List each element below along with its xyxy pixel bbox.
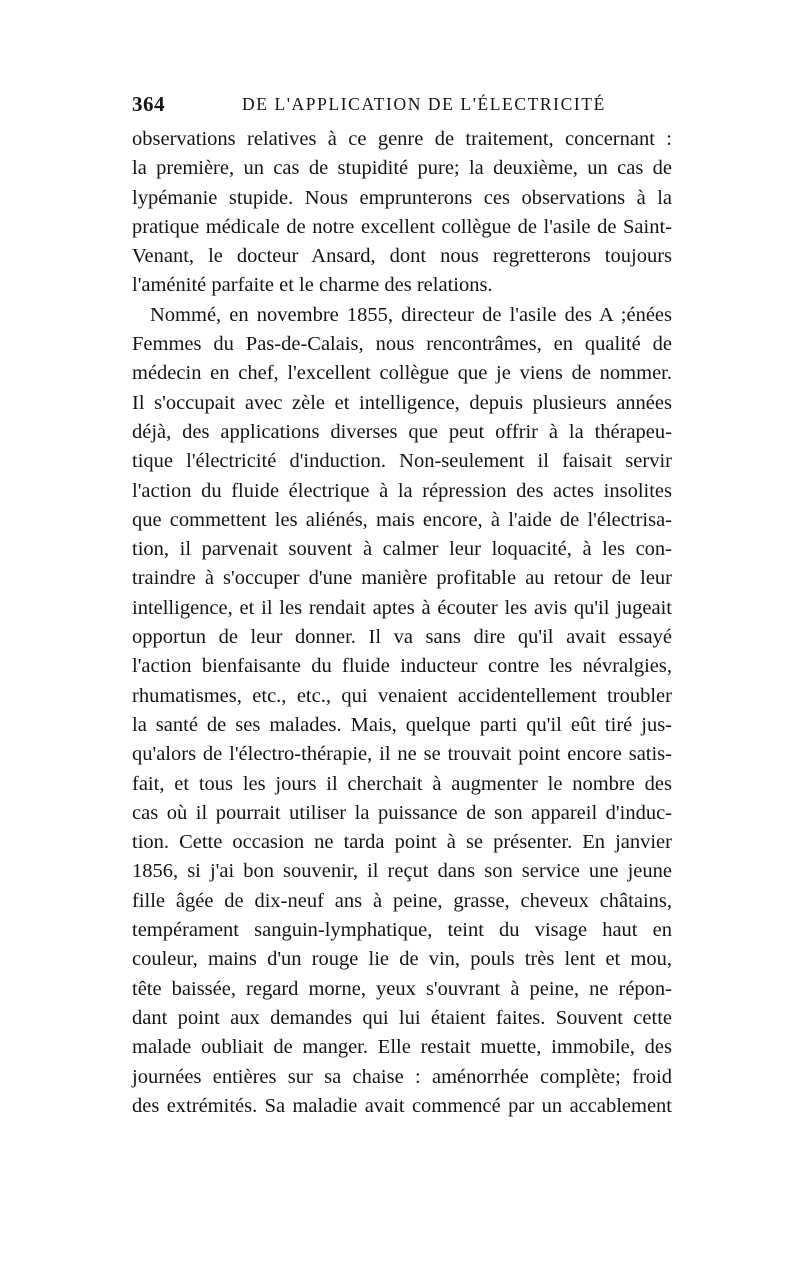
text-line: rhumatismes, etc., etc., qui venaient accidentellement troubler <box>132 684 672 707</box>
text-line: la santé de ses malades. Mais, quelque parti qu'il eût tiré jus- <box>132 713 672 736</box>
text-line: Il s'occupait avec zèle et intelligence, depuis plusieurs années <box>132 391 672 414</box>
text-line: Venant, le docteur Ansard, dont nous regretterons toujours <box>132 245 672 268</box>
text-line: intelligence, et il les rendait aptes à écouter les avis qu'il jugeait <box>132 596 672 619</box>
text-line: malade oubliait de manger. Elle restait muette, immobile, des <box>132 1036 672 1059</box>
body-text <box>132 125 672 1121</box>
text-line: 1856, si j'ai bon souvenir, il reçut dans son service une jeune <box>132 860 672 883</box>
text-line: déjà, des applications diverses que peut offrir à la thérapeu- <box>132 420 672 443</box>
text-line: tion. Cette occasion ne tarda point à se présenter. En janvier <box>132 831 672 854</box>
paragraph-first-line: Nommé, en novembre 1855, directeur de l'asile des A ;énées <box>150 303 672 326</box>
text-line: observations relatives à ce genre de traitement, concernant : <box>132 128 672 150</box>
text-line: la première, un cas de stupidité pure; la deuxième, un cas de <box>132 157 672 180</box>
running-title: DE L'APPLICATION DE L'ÉLECTRICITÉ <box>242 94 606 114</box>
text-line: l'aménité parfaite et le charme des relations. <box>132 274 493 297</box>
text-line: lypémanie stupide. Nous emprunterons ces observations à la <box>132 186 672 209</box>
running-head <box>132 92 672 118</box>
text-line: des extrémités. Sa maladie avait commencé par un accablement <box>132 1094 672 1117</box>
text-line: tique l'électricité d'induction. Non-seulement il faisait servir <box>132 450 672 473</box>
text-line: Femmes du Pas-de-Calais, nous rencontrâmes, en qualité de <box>132 333 672 356</box>
text-line: l'action du fluide électrique à la répression des actes insolites <box>132 479 672 502</box>
text-line: traindre à s'occuper d'une manière profitable au retour de leur <box>132 567 672 590</box>
text-line: tête baissée, regard morne, yeux s'ouvrant à peine, ne répon- <box>132 977 672 1000</box>
text-line: l'action bienfaisante du fluide inducteur contre les névralgies, <box>132 655 672 678</box>
text-line: dant point aux demandes qui lui étaient faites. Souvent cette <box>132 1006 672 1029</box>
text-line: qu'alors de l'électro-thérapie, il ne se trouvait point encore satis- <box>132 743 672 766</box>
text-line: journées entières sur sa chaise : aménorrhée complète; froid <box>132 1065 672 1088</box>
text-line: tempérament sanguin-lymphatique, teint du visage haut en <box>132 919 672 942</box>
text-line: fille âgée de dix-neuf ans à peine, grasse, cheveux châtains, <box>132 889 672 912</box>
text-line: pratique médicale de notre excellent collègue de l'asile de Saint- <box>132 215 672 238</box>
text-line: couleur, mains d'un rouge lie de vin, pouls très lent et mou, <box>132 948 672 971</box>
text-line: médecin en chef, l'excellent collègue que je viens de nommer. <box>132 362 672 385</box>
text-line: que commettent les aliénés, mais encore, à l'aide de l'électrisa- <box>132 508 672 531</box>
text-line: cas où il pourrait utiliser la puissance de son appareil d'induc- <box>132 801 672 824</box>
text-line: tion, il parvenait souvent à calmer leur loquacité, à les con- <box>132 538 672 561</box>
text-line: opportun de leur donner. Il va sans dire qu'il avait essayé <box>132 626 672 649</box>
text-line: fait, et tous les jours il cherchait à augmenter le nombre des <box>132 772 672 795</box>
page-number: 364 <box>132 92 165 116</box>
